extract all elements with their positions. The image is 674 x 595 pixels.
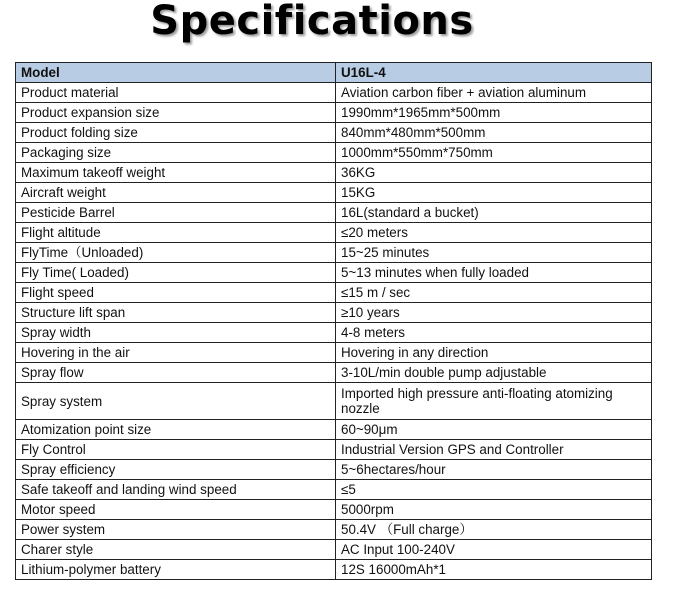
header-label-cell: Model xyxy=(16,63,336,83)
spec-label-cell: Fly Time( Loaded) xyxy=(16,263,336,283)
spec-label-cell: Product material xyxy=(16,83,336,103)
spec-value-cell: ≥10 years xyxy=(336,303,652,323)
spec-label-cell: Product folding size xyxy=(16,123,336,143)
spec-label-cell: Hovering in the air xyxy=(16,343,336,363)
spec-value-cell: 5~6hectares/hour xyxy=(336,460,652,480)
specifications-table xyxy=(15,62,652,580)
spec-value-cell: ≤20 meters xyxy=(336,223,652,243)
table-row xyxy=(16,283,652,303)
spec-value-cell: 50.4V （Full charge） xyxy=(336,520,652,540)
spec-label-cell: Charer style xyxy=(16,540,336,560)
table-row xyxy=(16,520,652,540)
spec-value-cell: Imported high pressure anti-floating atomizing nozzle xyxy=(336,383,652,420)
table-row xyxy=(16,223,652,243)
spec-label-cell: Flight speed xyxy=(16,283,336,303)
header-value-cell: U16L-4 xyxy=(336,63,652,83)
spec-label-cell: Aircraft weight xyxy=(16,183,336,203)
spec-value-cell: AC Input 100-240V xyxy=(336,540,652,560)
spec-value-cell: 1990mm*1965mm*500mm xyxy=(336,103,652,123)
spec-value-cell: 5000rpm xyxy=(336,500,652,520)
spec-value-cell: 3-10L/min double pump adjustable xyxy=(336,363,652,383)
spec-value-cell: 4-8 meters xyxy=(336,323,652,343)
spec-label-cell: Spray efficiency xyxy=(16,460,336,480)
table-row xyxy=(16,560,652,580)
spec-value-cell: Hovering in any direction xyxy=(336,343,652,363)
spec-label-cell: Power system xyxy=(16,520,336,540)
spec-label-cell: Motor speed xyxy=(16,500,336,520)
table-row xyxy=(16,243,652,263)
spec-value-cell: 1000mm*550mm*750mm xyxy=(336,143,652,163)
page-title: Specifications xyxy=(150,0,474,44)
table-row xyxy=(16,163,652,183)
spec-value-cell: 15KG xyxy=(336,183,652,203)
table-row xyxy=(16,103,652,123)
table-row xyxy=(16,303,652,323)
spec-value-cell: 16L(standard a bucket) xyxy=(336,203,652,223)
table-row xyxy=(16,183,652,203)
spec-label-cell: Maximum takeoff weight xyxy=(16,163,336,183)
table-row xyxy=(16,383,652,420)
table-row xyxy=(16,540,652,560)
table-header-row xyxy=(16,63,652,83)
table-row xyxy=(16,83,652,103)
spec-label-cell: Structure lift span xyxy=(16,303,336,323)
spec-label-cell: Safe takeoff and landing wind speed xyxy=(16,480,336,500)
table-row xyxy=(16,143,652,163)
table-row xyxy=(16,480,652,500)
spec-label-cell: Atomization point size xyxy=(16,420,336,440)
spec-label-cell: Product expansion size xyxy=(16,103,336,123)
spec-label-cell: Spray width xyxy=(16,323,336,343)
table-row xyxy=(16,203,652,223)
table-body xyxy=(16,83,652,580)
spec-value-cell: 60~90μm xyxy=(336,420,652,440)
spec-value-cell: 15~25 minutes xyxy=(336,243,652,263)
spec-label-cell: Flight altitude xyxy=(16,223,336,243)
spec-value-cell: ≤15 m / sec xyxy=(336,283,652,303)
spec-label-cell: Packaging size xyxy=(16,143,336,163)
spec-label-cell: Lithium-polymer battery xyxy=(16,560,336,580)
table-row xyxy=(16,363,652,383)
table-row xyxy=(16,343,652,363)
table-row xyxy=(16,263,652,283)
spec-value-cell: 12S 16000mAh*1 xyxy=(336,560,652,580)
table-row xyxy=(16,323,652,343)
spec-label-cell: Spray flow xyxy=(16,363,336,383)
table-row xyxy=(16,420,652,440)
spec-value-cell: 840mm*480mm*500mm xyxy=(336,123,652,143)
table-row xyxy=(16,440,652,460)
spec-label-cell: FlyTime（Unloaded) xyxy=(16,243,336,263)
spec-label-cell: Spray system xyxy=(16,383,336,420)
spec-value-cell: 36KG xyxy=(336,163,652,183)
table-row xyxy=(16,460,652,480)
table-row xyxy=(16,500,652,520)
spec-label-cell: Fly Control xyxy=(16,440,336,460)
spec-value-cell: ≤5 xyxy=(336,480,652,500)
table-row xyxy=(16,123,652,143)
spec-value-cell: Industrial Version GPS and Controller xyxy=(336,440,652,460)
spec-value-cell: 5~13 minutes when fully loaded xyxy=(336,263,652,283)
spec-value-cell: Aviation carbon fiber + aviation aluminum xyxy=(336,83,652,103)
spec-label-cell: Pesticide Barrel xyxy=(16,203,336,223)
